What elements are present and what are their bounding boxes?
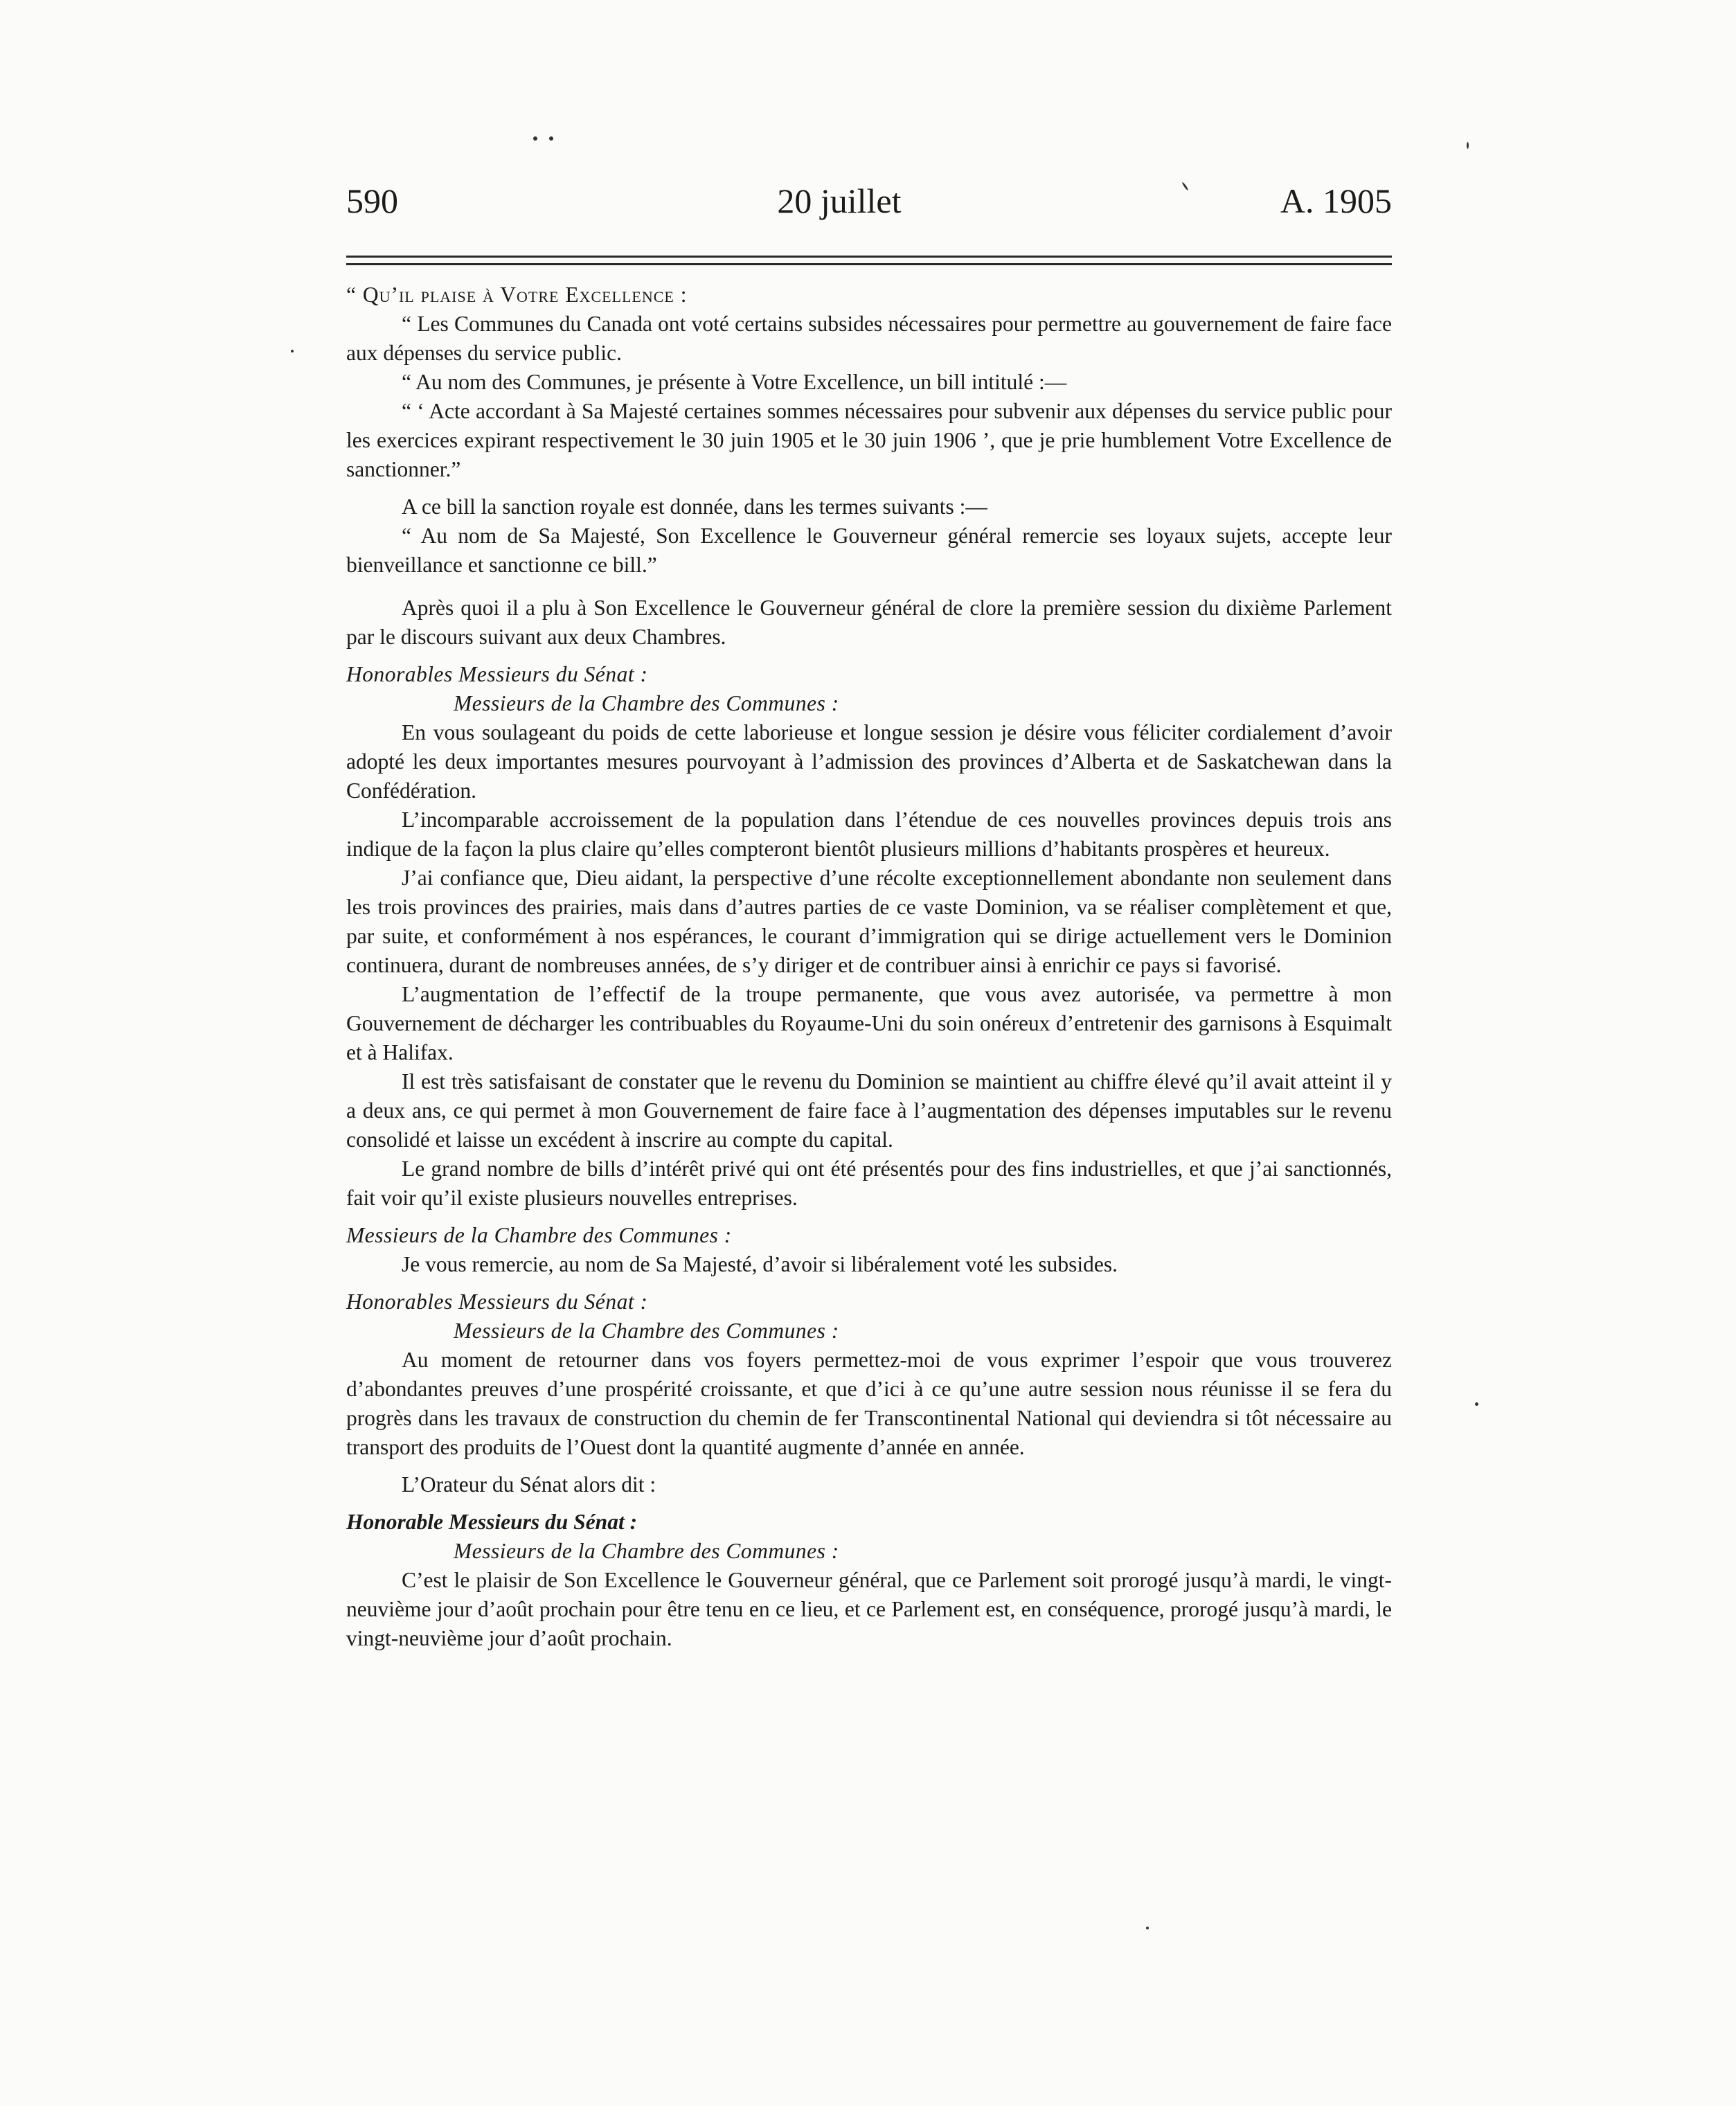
- address-heading: Messieurs de la Chambre des Communes :: [346, 1223, 732, 1247]
- page-number: 590: [346, 181, 398, 220]
- paragraph: J’ai confiance que, Dieu aidant, la perspective d’une récolte exceptionnellement abondante non seulement dans les trois provinces des prairies, mais dans d’autres parties de ce vaste Dominion, va se réaliser complètement et que, par suite, et conformément à nos espérances, le courant d’immigration qui se dirige actuellement vers le Dominion continuera, durant de nombreuses années, de s’y diriger et de contribuer ainsi à enrichir ce pays si favorisé.: [346, 866, 1392, 977]
- address-heading: Honorable Messieurs du Sénat :: [346, 1510, 638, 1534]
- header-rule: [346, 263, 1392, 265]
- document-page: [346, 177, 1392, 1653]
- page-header: [346, 177, 1392, 225]
- paragraph: L’incomparable accroissement de la population dans l’étendue de ces nouvelles provinces depuis trois ans indique de la façon la plus claire qu’elles compteront bientôt plusieurs millions d’habitants prospères et heureux.: [346, 807, 1392, 861]
- paragraph: C’est le plaisir de Son Excellence le Gouverneur général, que ce Parlement soit prorogé jusqu’à mardi, le vingt-neuvième jour d’août prochain pour être tenu en ce lieu, et ce Parlement est, en conséquence, prorogé jusqu’à mardi, le vingt-neuvième jour d’août prochain.: [346, 1568, 1392, 1650]
- address-heading: Honorables Messieurs du Sénat :: [346, 1290, 648, 1314]
- header-date: 20 juillet: [777, 181, 902, 220]
- address-heading: Messieurs de la Chambre des Communes :: [454, 1539, 839, 1563]
- paragraph: “ ‘ Acte accordant à Sa Majesté certaines sommes nécessaires pour subvenir aux dépenses du service public pour les exercices expirant respectivement le 30 juin 1905 et le 30 juin 1906 ’, que je prie humblement Votre Excellence de sanctionner.”: [346, 399, 1392, 481]
- paragraph: “ Au nom des Communes, je présente à Votre Excellence, un bill intitulé :—: [402, 370, 1067, 394]
- paragraph: L’Orateur du Sénat alors dit :: [402, 1472, 656, 1497]
- paragraph: “ Qu’il plaise à Votre Excellence :: [346, 283, 688, 307]
- paragraph: “ Au nom de Sa Majesté, Son Excellence le Gouverneur général remercie ses loyaux sujets, accepte leur bienveillance et sanctionne ce bill.”: [346, 524, 1392, 577]
- paragraph: Je vous remercie, au nom de Sa Majesté, d’avoir si libéralement voté les subsides.: [402, 1252, 1118, 1276]
- paragraph: Au moment de retourner dans vos foyers permettez-moi de vous exprimer l’espoir que vous trouverez d’abondantes preuves d’une prospérité croissante, et que d’ici à ce qu’une autre session nous réunisse il se fera du progrès dans les travaux de construction du chemin de fer Transcontinental National qui deviendra si tôt nécessaire au transport des produits de l’Ouest dont la quantité augmente d’année en année.: [346, 1348, 1392, 1459]
- scan-speck: [549, 136, 553, 141]
- paragraph: A ce bill la sanction royale est donnée, dans les termes suivants :—: [402, 494, 987, 519]
- scan-speck: [291, 350, 294, 353]
- body-text: [346, 280, 1392, 1653]
- paragraph: “ Les Communes du Canada ont voté certains subsides nécessaires pour permettre au gouvernement de faire face aux dépenses du service public.: [346, 312, 1392, 365]
- header-rule: [346, 256, 1392, 258]
- address-heading: Honorables Messieurs du Sénat :: [346, 662, 648, 686]
- address-heading: Messieurs de la Chambre des Communes :: [454, 1319, 839, 1343]
- paragraph: En vous soulageant du poids de cette laborieuse et longue session je désire vous féliciter cordialement d’avoir adopté les deux importantes mesures pourvoyant à l’admission des provinces d’Alberta et de Saskatchewan dans la Confédération.: [346, 720, 1392, 803]
- paragraph: L’augmentation de l’effectif de la troupe permanente, que vous avez autorisée, va permettre à mon Gouvernement de décharger les contribuables du Royaume-Uni du soin onéreux d’entretenir des garnisons à Esquimalt et à Halifax.: [346, 982, 1392, 1064]
- header-year: A. 1905: [1280, 181, 1392, 220]
- paragraph: Il est très satisfaisant de constater que le revenu du Dominion se maintient au chiffre élevé qu’il avait atteint il y a deux ans, ce qui permet à mon Gouvernement de faire face à l’augmentation des dépenses imputables sur le revenu consolidé et laisse un excédent à inscrire au compte du capital.: [346, 1069, 1392, 1152]
- scan-speck: [533, 136, 537, 141]
- address-heading: Messieurs de la Chambre des Communes :: [454, 691, 839, 715]
- scan-speck: [1475, 1402, 1478, 1406]
- paragraph: Le grand nombre de bills d’intérêt privé qui ont été présentés pour des fins industrielles, et que j’ai sanctionnés, fait voir qu’il existe plusieurs nouvelles entreprises.: [346, 1157, 1392, 1210]
- scan-speck: [1146, 1927, 1149, 1929]
- paragraph: Après quoi il a plu à Son Excellence le Gouverneur général de clore la première session du dixième Parlement par le discours suivant aux deux Chambres.: [346, 596, 1392, 649]
- scan-speck: [1467, 142, 1469, 149]
